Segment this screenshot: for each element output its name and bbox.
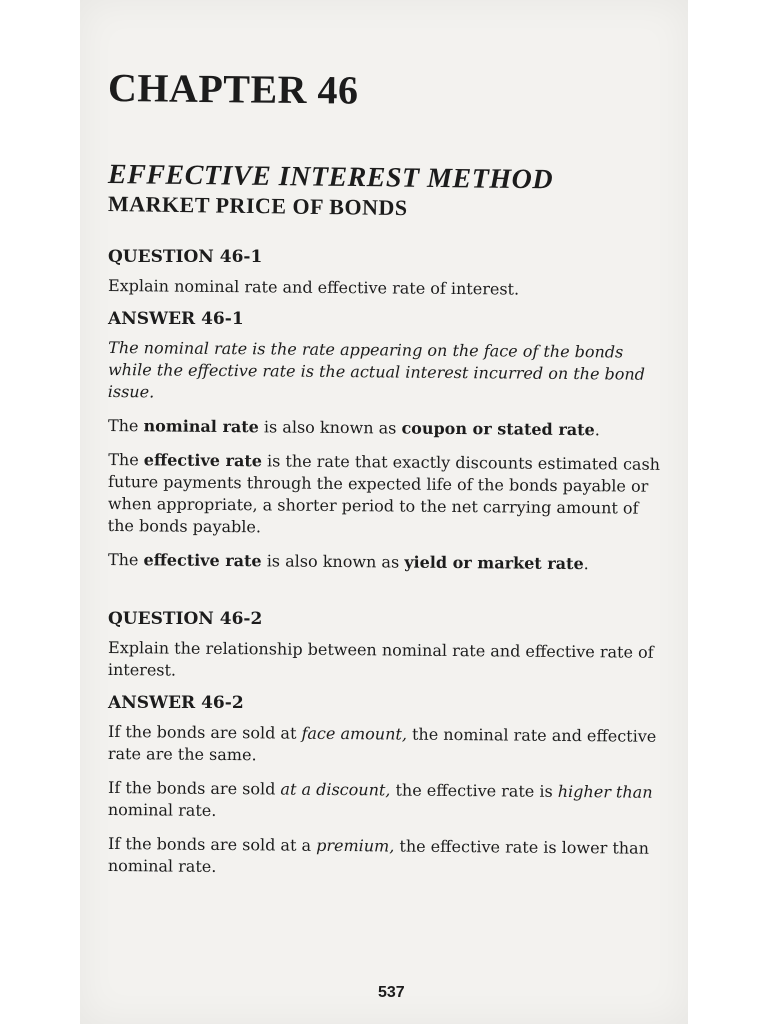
text-segment: The [108, 450, 144, 470]
text-segment: If the bonds are sold at [108, 722, 302, 743]
answer-46-2-paragraph-2 [108, 777, 664, 826]
bold-term: effective rate [143, 550, 262, 571]
text-segment: The [107, 550, 144, 570]
text-segment: . [583, 554, 589, 574]
question-46-2-text: Explain the relationship between nominal rate and effective rate of interest. [107, 638, 654, 680]
italic-term: face amount, [301, 723, 408, 744]
question-46-2-heading: QUESTION 46-2 [108, 609, 263, 629]
chapter-heading: CHAPTER 46 [107, 65, 359, 113]
answer-46-1-paragraph-1: The nominal rate is the rate appearing on the face of the bonds while the effective rate is the actual interest incurred on the bond issue. [107, 338, 646, 402]
section-spacer [108, 583, 664, 609]
italic-term: premium, [316, 835, 395, 856]
text-segment: is also known as [261, 551, 405, 572]
bold-term: coupon or stated rate [401, 418, 595, 440]
text-segment: If the bonds are sold at a [108, 834, 317, 855]
text-segment: The [107, 416, 144, 436]
answer-46-1-paragraph-4 [108, 549, 664, 576]
question-46-1-heading: QUESTION 46-1 [108, 247, 263, 267]
chapter-subtitle: MARKET PRICE OF BONDS [107, 191, 408, 221]
answer-46-1-heading: ANSWER 46-1 [108, 309, 244, 329]
book-page [80, 0, 688, 1024]
answer-46-2-heading: ANSWER 46-2 [108, 693, 244, 713]
text-segment: . [594, 420, 600, 440]
chapter-title: EFFECTIVE INTEREST METHOD [107, 159, 554, 196]
answer-46-1-paragraph-2 [108, 415, 664, 442]
bold-term: nominal rate [143, 416, 259, 437]
text-segment: is the rate that exactly discounts estimated cash future payments through the expected life of the bonds payable or when appropriate, a shorter period to the net carrying amount of the bonds payable. [107, 451, 661, 537]
text-segment: the effective rate is lower than nominal rate. [107, 836, 650, 876]
text-segment: the nominal rate and effective rate are the same. [107, 724, 657, 765]
italic-term: higher than [557, 781, 653, 802]
question-46-1-text: Explain nominal rate and effective rate of interest. [107, 276, 520, 299]
page-number: 537 [378, 984, 405, 1001]
text-segment: nominal rate. [107, 799, 217, 820]
text-segment: If the bonds are sold [108, 778, 281, 799]
answer-46-2-paragraph-1 [108, 721, 664, 770]
italic-term: at a discount, [280, 779, 391, 800]
text-segment: the effective rate is [390, 780, 558, 801]
text-segment: is also known as [258, 417, 402, 438]
answer-46-2-paragraph-3 [108, 833, 664, 882]
bold-term: yield or market rate [404, 552, 584, 574]
page-content [108, 64, 664, 889]
bold-term: effective rate [143, 450, 263, 471]
answer-46-1-paragraph-3 [108, 449, 665, 542]
